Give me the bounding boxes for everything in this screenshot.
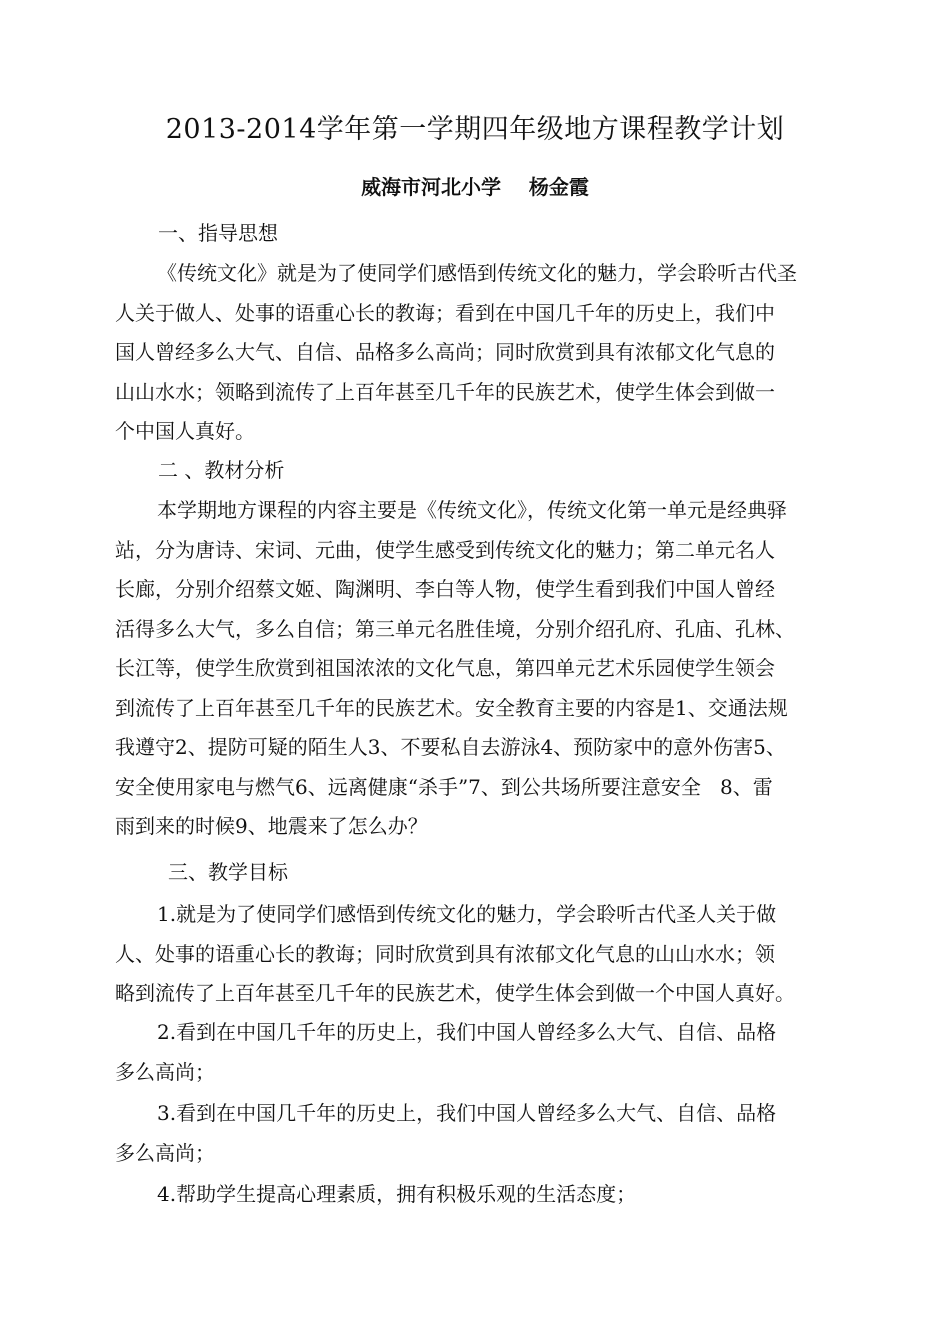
author-line: 威海市河北小学 杨金霞 [361, 175, 589, 199]
text-line: 本学期地方课程的内容主要是《传统文化》，传统文化第一单元是经典驿 [157, 498, 787, 522]
text-line: 活得多么大气，多么自信；第三单元名胜佳境，分别介绍孔府、孔庙、孔林、 [115, 616, 795, 641]
document-title: 2013-2014学年第一学期四年级地方课程教学计划 [165, 114, 785, 145]
text-line: 安全使用家电与燃气6、远离健康“杀手”7、到公共场所要注意安全 8、雷 [115, 774, 773, 799]
text-line: 人、处事的语重心长的教诲；同时欣赏到具有浓郁文化气息的山山水水；领 [115, 941, 775, 966]
goal-item-2 [115, 1013, 860, 1092]
section-paragraph-guiding-ideology [115, 254, 860, 452]
section-paragraph-textbook-analysis [115, 491, 860, 847]
text-line: 长廊，分别介绍蔡文姬、陶渊明、李白等人物，使学生看到我们中国人曾经 [115, 577, 775, 601]
text-line: 1.就是为了使同学们感悟到传统文化的魅力，学会聆听古代圣人关于做 [157, 902, 777, 926]
text-line: 到流传了上百年甚至几千年的民族艺术。安全教育主要的内容是1、交通法规 [115, 695, 788, 720]
text-line: 个中国人真好。 [115, 419, 255, 443]
section-heading-teaching-goals: 三、教学目标 [168, 860, 288, 884]
text-line: 山山水水；领略到流传了上百年甚至几千年的民族艺术，使学生体会到做一 [115, 379, 775, 404]
section-heading-guiding-ideology: 一、指导思想 [158, 221, 278, 245]
text-line: 人关于做人、处事的语重心长的教诲；看到在中国几千年的历史上，我们中 [115, 300, 775, 325]
text-line: 4.帮助学生提高心理素质，拥有积极乐观的生活态度； [157, 1182, 637, 1206]
text-line: 3.看到在中国几千年的历史上，我们中国人曾经多么大气、自信、品格 [157, 1101, 777, 1125]
text-line: 多么高尚； [115, 1059, 215, 1084]
text-line: 多么高尚； [115, 1140, 215, 1165]
text-line: 2.看到在中国几千年的历史上，我们中国人曾经多么大气、自信、品格 [157, 1020, 777, 1044]
text-line: 国人曾经多么大气、自信、品格多么高尚；同时欣赏到具有浓郁文化气息的 [115, 340, 775, 364]
text-line: 站，分为唐诗、宋词、元曲，使学生感受到传统文化的魅力；第二单元名人 [115, 537, 775, 562]
text-line: 略到流传了上百年甚至几千年的民族艺术，使学生体会到做一个中国人真好。 [115, 981, 795, 1005]
goal-item-4 [115, 1175, 860, 1215]
goal-item-3 [115, 1094, 860, 1173]
text-line: 《传统文化》就是为了使同学们感悟到传统文化的魅力，学会聆听古代圣 [157, 261, 797, 285]
goal-item-1 [115, 895, 860, 1014]
text-line: 长江等，使学生欣赏到祖国浓浓的文化气息，第四单元艺术乐园使学生领会 [115, 656, 775, 680]
text-line: 我遵守2、提防可疑的陌生人3、不要私自去游泳4、预防家中的意外伤害5、 [115, 735, 786, 759]
text-line: 雨到来的时候9、地震来了怎么办？ [115, 814, 428, 838]
section-heading-textbook-analysis: 二 、教材分析 [158, 458, 285, 482]
